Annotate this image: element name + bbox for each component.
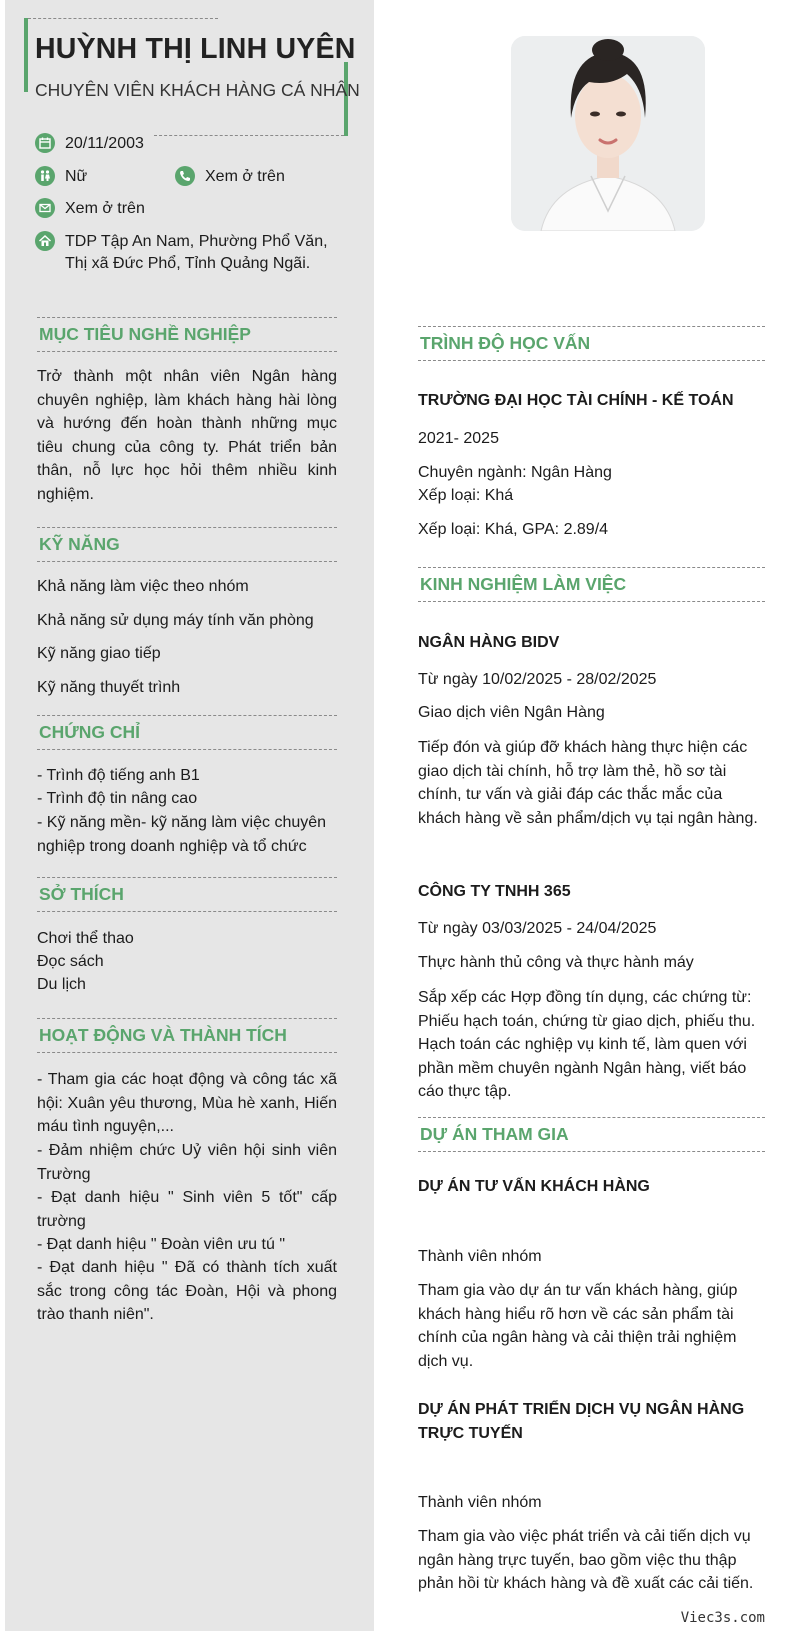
education-years: 2021- 2025 <box>418 430 499 447</box>
divider-top <box>28 18 218 19</box>
project-description: Tham gia vào dự án tư vấn khách hàng, giúp khách hàng hiểu rõ hơn về các sản phẩm tài chính của ngân hàng và cải thiện trải nghiệm dịch vụ. <box>418 1282 738 1370</box>
project-name: DỰ ÁN TƯ VẤN KHÁCH HÀNG <box>418 1178 650 1195</box>
education-gpa: Xếp loại: Khá, GPA: 2.89/4 <box>418 521 609 538</box>
job-period: Từ ngày 10/02/2025 - 28/02/2025 <box>418 671 657 688</box>
company-name: CÔNG TY TNHH 365 <box>418 883 571 900</box>
activity-item: - Đạt danh hiệu " Sinh viên 5 tốt" cấp trường <box>37 1189 337 1230</box>
phone-value: Xem ở trên <box>205 168 285 185</box>
address-line-1: TDP Tập An Nam, Phường Phổ Văn, <box>65 233 328 250</box>
company-name: NGÂN HÀNG BIDV <box>418 634 560 651</box>
objective-text: Trở thành một nhân viên Ngân hàng chuyên nghiệp, làm khách hàng hài lòng và hướng đến hoàn thành những mục tiêu chung của công ty. Phát triển bản thân, nỗ lực học hỏi thêm nhiều kinh nghiệm. <box>37 368 337 503</box>
job-role: Giao dịch viên Ngân Hàng <box>418 704 605 721</box>
activity-item: - Đạt danh hiệu " Đã có thành tích xuất sắc trong công tác Đoàn, Hội và phong trào thanh niên". <box>37 1259 337 1323</box>
job-role: Thực hành thủ công và thực hành máy <box>418 954 694 971</box>
certificate-item: - Trình độ tiếng anh B1 <box>37 767 200 784</box>
phone-icon <box>175 166 195 186</box>
mail-icon <box>35 198 55 218</box>
hobbies-section-title: SỞ THÍCH <box>37 877 337 912</box>
gender-icon <box>35 166 55 186</box>
project-description: Tham gia vào việc phát triển và cải tiến dịch vụ ngân hàng trực tuyến, bao gồm việc thu thập phản hồi từ khách hàng và đề xuất các cải tiến. <box>418 1528 754 1592</box>
profile-photo <box>511 36 705 231</box>
project-role: Thành viên nhóm <box>418 1248 542 1265</box>
job-title: CHUYÊN VIÊN KHÁCH HÀNG CÁ NHÂN <box>35 80 360 100</box>
full-name: HUỲNH THỊ LINH UYÊN <box>35 33 356 65</box>
activity-item: - Đảm nhiệm chức Uỷ viên hội sinh viên Trường <box>37 1142 337 1183</box>
accent-bar-left <box>24 18 28 92</box>
education-major: Chuyên ngành: Ngân Hàng <box>418 464 612 481</box>
gender-value: Nữ <box>65 168 88 185</box>
job-period: Từ ngày 03/03/2025 - 24/04/2025 <box>418 920 657 937</box>
activities-section-title: HOẠT ĐỘNG VÀ THÀNH TÍCH <box>37 1018 337 1053</box>
calendar-icon <box>35 133 55 153</box>
school-name: TRƯỜNG ĐẠI HỌC TÀI CHÍNH - KẾ TOÁN <box>418 392 734 409</box>
education-section-title: TRÌNH ĐỘ HỌC VẤN <box>418 326 765 361</box>
skill-item: Khả năng làm việc theo nhóm <box>37 578 249 595</box>
hobby-item: Chơi thể thao <box>37 930 134 947</box>
skill-item: Khả năng sử dụng máy tính văn phòng <box>37 612 314 629</box>
certificates-section-title: CHỨNG CHỈ <box>37 715 337 750</box>
project-role: Thành viên nhóm <box>418 1494 542 1511</box>
skill-item: Kỹ năng giao tiếp <box>37 645 161 662</box>
hobby-item: Du lịch <box>37 976 86 993</box>
certificate-item: - Trình độ tin nâng cao <box>37 790 198 807</box>
email-value: Xem ở trên <box>65 200 145 217</box>
skills-section-title: KỸ NĂNG <box>37 527 337 562</box>
projects-section-title: DỰ ÁN THAM GIA <box>418 1117 765 1152</box>
objective-section-title: MỤC TIÊU NGHỀ NGHIỆP <box>37 317 337 352</box>
job-description: Sắp xếp các Hợp đồng tín dụng, các chứng từ: Phiếu hạch toán, chứng từ giao dịch, phiếu thu. Hạch toán các nghiệp vụ kinh tế, làm quen với phần mềm chuyên ngành Ngân hàng, viết báo cáo thực tập. <box>418 989 756 1100</box>
activity-item: - Đạt danh hiệu " Đoàn viên ưu tú " <box>37 1236 285 1253</box>
divider-bottom <box>154 135 344 136</box>
hobby-item: Đọc sách <box>37 953 104 970</box>
home-icon <box>35 231 55 251</box>
footer-watermark[interactable]: Viec3s.com <box>680 1610 765 1626</box>
portrait-image <box>511 36 705 231</box>
birthday-value: 20/11/2003 <box>65 135 144 152</box>
certificate-item: - Kỹ năng mền- kỹ năng làm việc chuyên nghiệp trong doanh nghiệp và tổ chức <box>37 814 327 855</box>
name-header <box>24 18 360 136</box>
experience-section-title: KINH NGHIỆM LÀM VIỆC <box>418 567 765 602</box>
education-rank: Xếp loại: Khá <box>418 487 514 504</box>
address-line-2: Thị xã Đức Phổ, Tỉnh Quảng Ngãi. <box>65 255 311 272</box>
project-name: DỰ ÁN PHÁT TRIỂN DỊCH VỤ NGÂN HÀNG TRỰC TUYẾN <box>418 1401 745 1442</box>
skill-item: Kỹ năng thuyết trình <box>37 679 181 696</box>
job-description: Tiếp đón và giúp đỡ khách hàng thực hiện các giao dịch tài chính, hỗ trợ làm thẻ, hồ sơ tài chính, tư vấn và giải đáp các thắc mắc của khách hàng về sản phẩm/dịch vụ tại ngân hàng. <box>418 739 758 827</box>
activity-item: - Tham gia các hoạt động và công tác xã hội: Xuân yêu thương, Mùa hè xanh, Hiến máu tình nguyện,... <box>37 1071 337 1135</box>
